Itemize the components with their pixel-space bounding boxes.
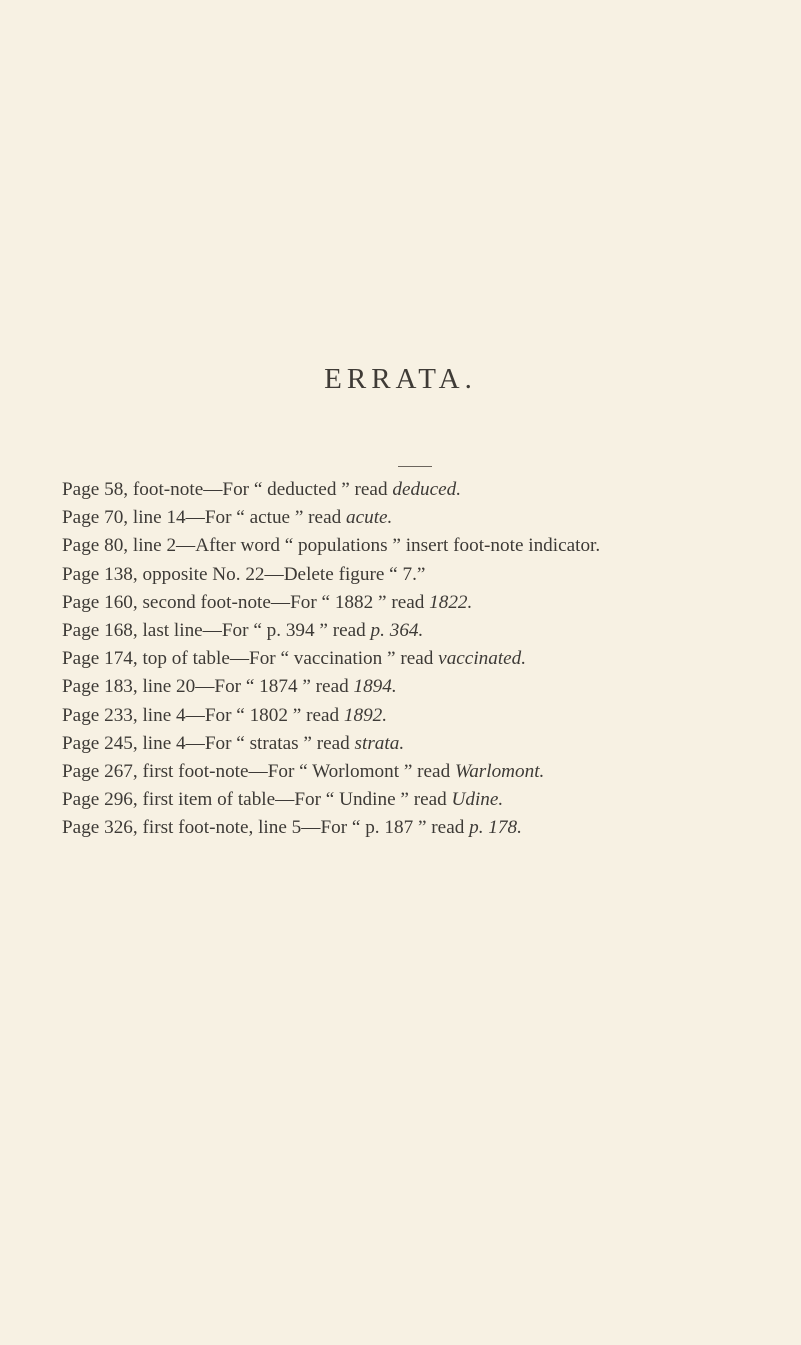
errata-entry [62,786,797,814]
entry-correction: 1892. [343,704,388,726]
entry-correction: p. 364. [370,619,424,641]
entry-text: Page 138, opposite No. 22—Delete figure “ 7.” [62,563,426,585]
entry-text: Page 267, first foot-note—For “ Worlomont ” read [62,760,455,782]
entry-text: Page 233, line 4—For “ 1802 ” read [62,704,344,726]
entry-correction: 1894. [353,676,397,698]
entry-correction: 1822. [429,591,473,613]
entry-correction: acute. [345,507,393,529]
errata-entry [62,758,797,786]
errata-entry [62,814,797,842]
entry-text: Page 160, second foot-note—For “ 1882 ” read [62,591,430,613]
errata-entry [62,645,797,673]
entry-text: Page 70, line 14—For “ actue ” read [62,507,346,529]
entry-text: Page 183, line 20—For “ 1874 ” read [62,676,354,698]
entry-text: Page 326, first foot-note, line 5—For “ p. 187 ” read [62,817,470,839]
errata-entry [62,673,797,701]
errata-entry [62,532,797,560]
entry-text: Page 58, foot-note—For “ deducted ” read [62,479,393,500]
entry-text: Page 174, top of table—For “ vaccination ” read [62,648,439,670]
entry-correction: p. 178. [469,817,522,839]
errata-entry [62,702,797,730]
title-divider [398,466,432,467]
errata-entry [62,589,797,617]
errata-entry [62,504,797,532]
entry-correction: deduced. [392,479,462,500]
entry-correction: vaccinated. [438,648,527,670]
entry-text: Page 168, last line—For “ p. 394 ” read [62,619,371,641]
entry-correction: Udine. [451,789,504,811]
entry-text: Page 296, first item of table—For “ Undine ” read [62,789,452,811]
errata-list [62,476,797,842]
errata-entry [62,476,797,504]
entry-text: Page 245, line 4—For “ stratas ” read [62,732,355,754]
entry-correction: strata. [354,732,405,754]
errata-entry [62,730,797,758]
errata-entry [62,617,797,645]
errata-title: ERRATA. [324,363,477,395]
entry-text: Page 80, line 2—After word “ populations ” insert foot-note indicator. [62,535,601,557]
entry-correction: Warlomont. [454,760,545,782]
errata-entry [62,561,797,589]
